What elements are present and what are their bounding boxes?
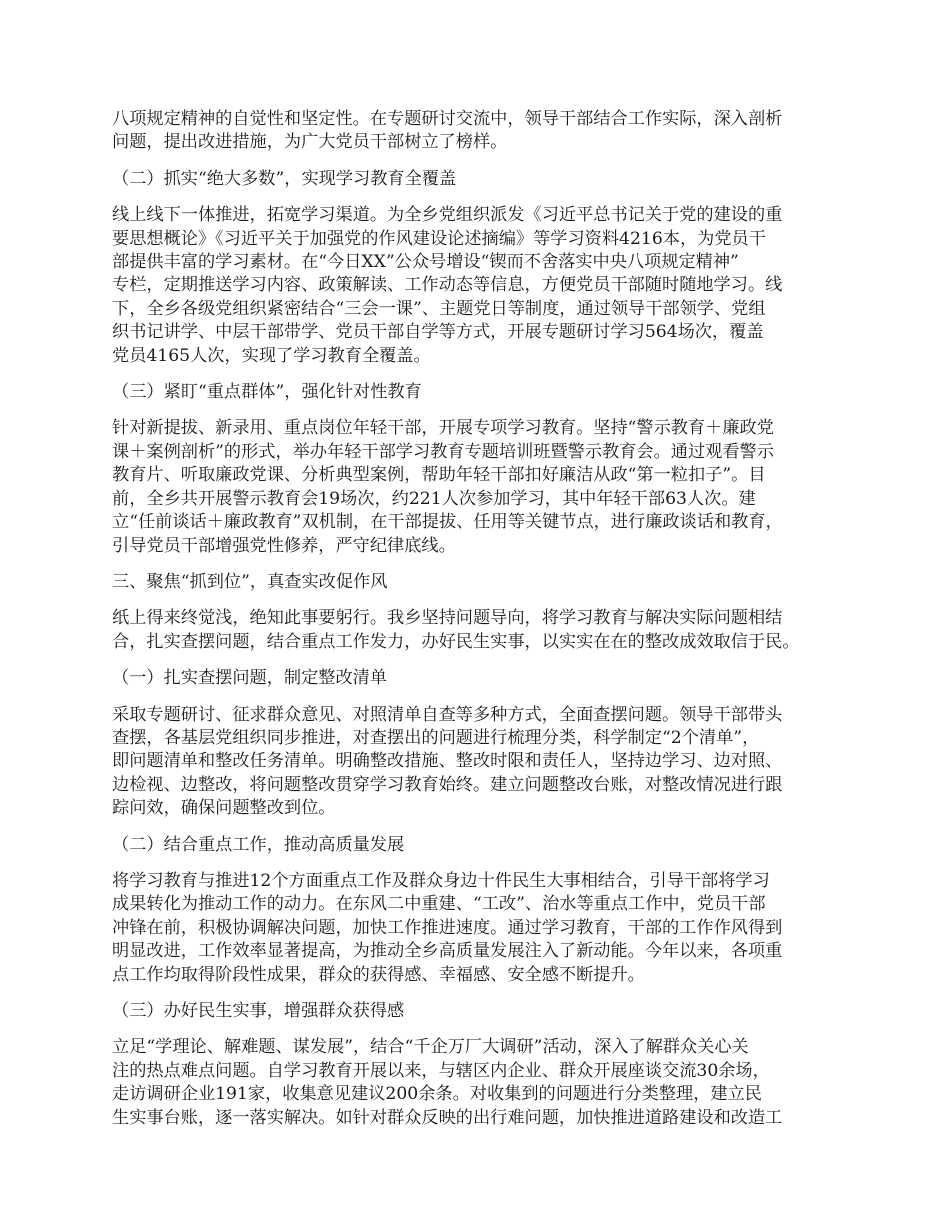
text-line: 点工作均取得阶段性成果，群众的获得感、幸福感、安全感不断提升。 [112,964,645,985]
text-line: 将学习教育与推进12个方面重点工作及群众身边十件民生大事相结合，引导干部将学习 [112,870,770,891]
text-line: 合，扎实查摆问题，结合重点工作发力，办好民生实事，以实实在在的整改成效取信于民。 [112,631,800,652]
text-line: 要思想概论》《习近平关于加强党的作风建设论述摘编》等学习资料4216本，为党员干 [112,228,766,249]
text-line: 踪问效，确保问题整改到位。 [112,798,336,819]
text-line: 冲锋在前，积极协调解决问题，加快工作推进速度。通过学习教育，干部的工作作风得到 [112,917,783,938]
text-line: 专栏，定期推送学习内容、政策解读、工作动态等信息，方便党员干部随时随地学习。线 [112,275,783,296]
text-line: 下，全乡各级党组织紧密结合“三会一课”、主题党日等制度，通过领导干部领学、党组 [112,298,766,319]
paragraph [112,204,852,368]
section-heading [112,667,852,690]
text-line: 生实事台账，逐一落实解决。如针对群众反映的出行难问题，加快推进道路建设和改造工 [112,1107,783,1128]
section-heading [112,381,852,404]
text-line: 成果转化为推动工作的动力。在东风二中重建、“工改”、治水等重点工作中，党员干部 [112,894,766,915]
text-line: 边检视、边整改，将问题整改贯穿学习教育始终。建立问题整改台账，对整改情况进行跟 [112,774,783,795]
document-page [112,108,852,1143]
text-line: 立“任前谈话＋廉政教育”双机制，在干部提拔、任用等关键节点，进行廉政谈话和教育， [112,512,783,533]
paragraph [112,607,852,654]
heading-text: （二）结合重点工作，推动高质量发展 [112,834,405,855]
text-line: 即问题清单和整改任务清单。明确整改措施、整改时限和责任人，坚持边学习、边对照、 [112,751,783,772]
heading-text: 三、聚焦“抓到位”，真查实改促作风 [112,571,388,592]
section-heading [112,1000,852,1023]
text-line: 党员4165人次，实现了学习教育全覆盖。 [112,345,431,366]
paragraph [112,704,852,821]
text-line: 走访调研企业191家，收集意见建议200余条。对收集到的问题进行分类整理，建立民 [112,1084,762,1105]
text-line: 采取专题研讨、征求群众意见、对照清单自查等多种方式，全面查摆问题。领导干部带头 [112,704,783,725]
text-line: 线上线下一体推进，拓宽学习渠道。为全乡党组织派发《习近平总书记关于党的建设的重 [112,205,783,226]
text-line: 问题，提出改进措施，为广大党员干部树立了榜样。 [112,132,508,153]
heading-text: （一）扎实查摆问题，制定整改清单 [112,668,388,689]
text-line: 明显改进，工作效率显著提高，为推动全乡高质量发展注入了新动能。今年以来，各项重 [112,941,783,962]
heading-text: （三）紧盯“重点群体”，强化针对性教育 [112,382,422,403]
text-line: 课＋案例剖析”的形式，举办年轻干部学习教育专题培训班暨警示教育会。通过观看警示 [112,441,774,462]
text-line: 引导党员干部增强党性修养，严守纪律底线。 [112,535,456,556]
paragraph [112,417,852,557]
paragraph [112,1036,852,1130]
text-line: 纸上得来终觉浅，绝知此事要躬行。我乡坚持问题导向，将学习教育与解决实际问题相结 [112,608,783,629]
section-heading [112,834,852,857]
text-line: 教育片、听取廉政党课、分析典型案例，帮助年轻干部扣好廉洁从政“第一粒扣子”。目 [112,465,766,486]
heading-text: （二）抓实“绝大多数”，实现学习教育全覆盖 [112,168,457,189]
text-line: 注的热点难点问题。自学习教育开展以来，与辖区内企业、群众开展座谈交流30余场， [112,1060,770,1081]
heading-text: （三）办好民生实事，增强群众获得感 [112,1001,405,1021]
paragraph [112,870,852,987]
text-line: 部提供丰富的学习素材。在“今日XX”公众号增设“锲而不舍落实中央八项规定精神” [112,252,739,273]
text-line: 针对新提拔、新录用、重点岗位年轻干部，开展专项学习教育。坚持“警示教育＋廉政党 [112,418,774,439]
text-line: 前，全乡共开展警示教育会19场次，约221人次参加学习，其中年轻干部63人次。建 [112,488,756,509]
text-line: 立足“学理论、解难题、谋发展”，结合“千企万厂大调研”活动，深入了解群众关心关 [112,1037,749,1058]
text-line: 织书记讲学、中层干部带学、党员干部自学等方式，开展专题研讨学习564场次，覆盖 [112,322,764,343]
section-heading [112,168,852,191]
text-line: 查摆，各基层党组织同步推进，对查摆出的问题进行梳理分类，科学制定“2个清单”， [112,727,760,748]
text-line: 八项规定精神的自觉性和坚定性。在专题研讨交流中，领导干部结合工作实际，深入剖析 [112,109,783,129]
section-heading [112,571,852,594]
paragraph [112,108,852,155]
